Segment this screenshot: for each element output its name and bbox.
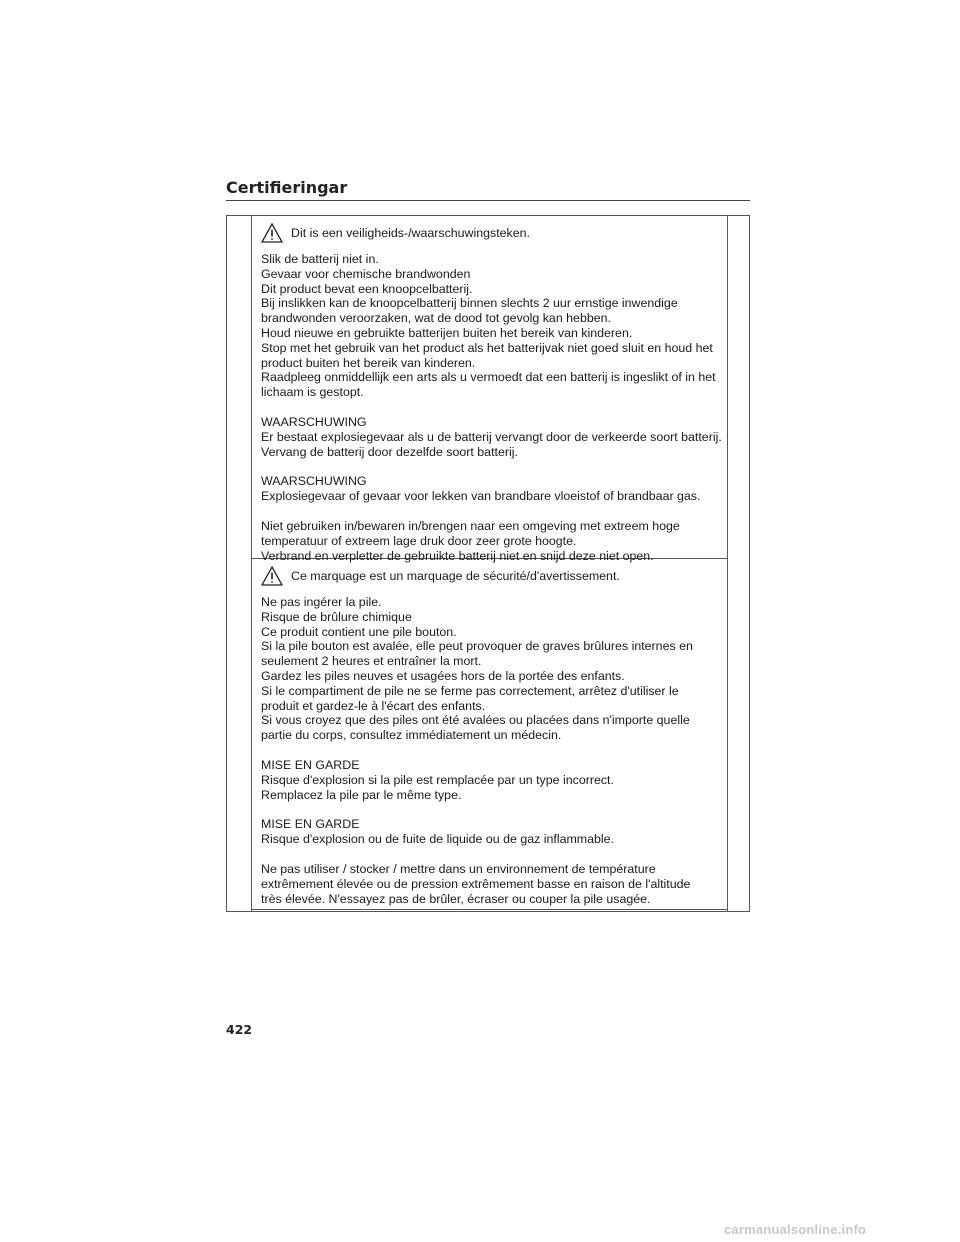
text-line: Si le compartiment de pile ne se ferme pas correctement, arrêtez d'utiliser le [261,683,679,698]
text-line: extrêmement élevée ou de pression extrêmement basse en raison de l'altitude [261,876,691,891]
french-paragraph [261,817,727,847]
text-line: product buiten het bereik van kinderen. [261,355,476,370]
text-line: Ne pas utiliser / stocker / mettre dans un environnement de température [261,861,656,876]
text-line: temperatuur of extreem lage druk door zeer grote hoogte. [261,533,577,548]
text-line: Gevaar voor chemische brandwonden [261,266,471,281]
dutch-paragraph [261,252,727,400]
text-line: Risque d'explosion ou de fuite de liquide ou de gaz inflammable. [261,832,614,847]
text-line: Houd nieuwe en gebruikte batterijen buiten het bereik van kinderen. [261,325,633,340]
french-paragraph [261,862,727,906]
french-paragraph [261,595,727,743]
text-line: Ne pas ingérer la pile. [261,595,382,609]
text-line: Er bestaat explosiegevaar als u de batterij vervangt door de verkeerde soort batterij. [261,429,722,444]
dutch-paragraph [261,415,727,459]
text-line: WAARSCHUWING [261,474,367,489]
dutch-heading-text: Dit is een veiligheids-/waarschuwingsteken. [291,225,530,240]
text-line: Niet gebruiken in/bewaren in/brengen naar een omgeving met extreem hoge [261,518,680,533]
text-line: seulement 2 heures et entraîner la mort. [261,654,482,669]
text-line: WAARSCHUWING [261,414,367,429]
dutch-warning-heading [261,222,727,244]
warning-triangle-icon [261,223,283,243]
page-number: 422 [226,1022,253,1037]
text-line: Raadpleeg onmiddellijk een arts als u vermoedt dat een batterij is ingeslikt of in het [261,370,716,385]
french-warning-heading [261,565,727,587]
text-line: Slik de batterij niet in. [261,252,379,266]
text-line: Explosiegevaar of gevaar voor lekken van brandbare vloeistof of brandbaar gas. [261,489,701,504]
dutch-warning-block [252,219,727,563]
text-line: lichaam is gestopt. [261,385,364,400]
text-line: Risque de brûlure chimique [261,609,412,624]
french-heading-text: Ce marquage est un marquage de sécurité/d'avertissement. [291,568,620,583]
french-warning-block [252,562,727,910]
label-column [251,215,728,912]
text-line: partie du corps, consultez immédiatement un médecin. [261,728,562,743]
text-line: Remplacez la pile par le même type. [261,787,462,802]
site-watermark: carmanualsonline.info [724,1222,867,1237]
dutch-paragraph [261,519,727,563]
text-line: MISE EN GARDE [261,817,360,832]
text-line: Verbrand en verpletter de gebruikte batterij niet en snijd deze niet open. [261,548,654,563]
text-line: Dit product bevat een knoopcelbatterij. [261,281,473,296]
text-line: Si la pile bouton est avalée, elle peut provoquer de graves brûlures internes en [261,639,693,654]
text-line: Stop met het gebruik van het product als het batterijvak niet goed sluit en houd het [261,340,713,355]
text-line: Vervang de batterij door dezelfde soort batterij. [261,444,518,459]
french-paragraph [261,758,727,802]
warning-triangle-icon [261,566,283,586]
text-line: MISE EN GARDE [261,757,360,772]
certification-label-frame [226,215,750,912]
text-line: Ce produit contient une pile bouton. [261,624,457,639]
text-line: très élevée. N'essayez pas de brûler, écraser ou couper la pile usagée. [261,891,651,906]
text-line: Bij inslikken kan de knoopcelbatterij binnen slechts 2 uur ernstige inwendige [261,296,678,311]
text-line: Gardez les piles neuves et usagées hors de la portée des enfants. [261,668,625,683]
text-line: Risque d'explosion si la pile est remplacée par un type incorrect. [261,772,614,787]
section-title: Certifieringar [226,178,348,197]
text-line: brandwonden veroorzaken, wat de dood tot gevolg kan hebben. [261,311,611,326]
text-line: produit et gardez-le à l'écart des enfants. [261,698,486,713]
dutch-paragraph [261,474,727,504]
title-divider [226,200,750,201]
text-line: Si vous croyez que des piles ont été avalées ou placées dans n'importe quelle [261,713,690,728]
